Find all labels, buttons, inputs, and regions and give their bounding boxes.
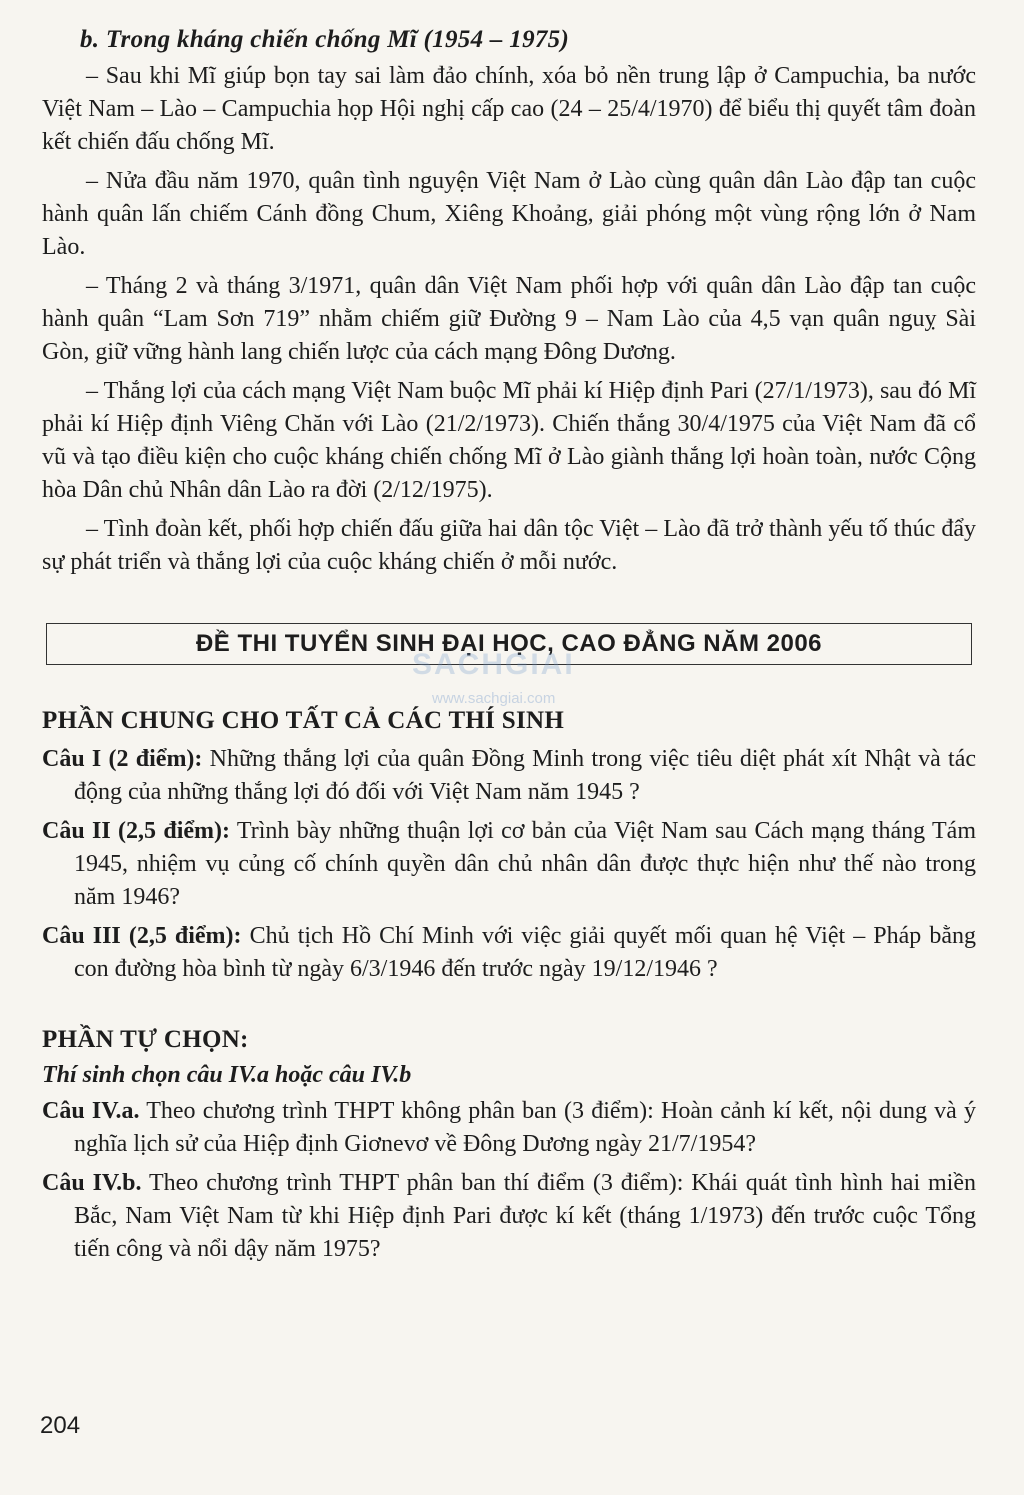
document-page: [42, 26, 976, 1272]
page-number: 204: [40, 1412, 81, 1439]
question-label: Câu II (2,5 điểm):: [42, 818, 231, 844]
question-text: Chủ tịch Hồ Chí Minh với việc giải quyết mối quan hệ Việt – Pháp bằng con đường hòa bình từ ngày 6/3/1946 đến trước ngày 19/12/1946 ?: [74, 923, 977, 982]
question: [42, 743, 976, 809]
question: [42, 815, 976, 914]
common-part-title: PHẦN CHUNG CHO TẤT CẢ CÁC THÍ SINH: [42, 707, 565, 734]
watermark-logo: SACHGIAI: [412, 648, 575, 681]
question-label: Câu I (2 điểm):: [42, 746, 203, 772]
paragraph: – Thắng lợi của cách mạng Việt Nam buộc Mĩ phải kí Hiệp định Pari (27/1/1973), sau đó Mĩ phải kí Hiệp định Viêng Chăn với Lào (21/2/1973). Chiến thắng 30/4/1975 của Việt Nam đã cổ vũ và tạo điều kiện cho cuộc kháng chiến chống Mĩ ở Lào giành thắng lợi hoàn toàn, nước Cộng hòa Dân chủ Nhân dân Lào ra đời (2/12/1975).: [42, 378, 976, 503]
exam-title: ĐỀ THI TUYỂN SINH ĐẠI HỌC, CAO ĐẲNG NĂM 2006: [195, 630, 823, 657]
question-label: Câu IV.a.: [42, 1098, 140, 1124]
elective-part-title: PHẦN TỰ CHỌN:: [42, 1026, 249, 1053]
section-b-heading: b. Trong kháng chiến chống Mĩ (1954 – 1975): [80, 26, 570, 53]
paragraph: – Nửa đầu năm 1970, quân tình nguyện Việt Nam ở Lào cùng quân dân Lào đập tan cuộc hành quân lấn chiếm Cánh đồng Chum, Xiêng Khoảng, giải phóng một vùng rộng lớn ở Nam Lào.: [42, 168, 976, 260]
question: [42, 920, 976, 986]
paragraph: – Sau khi Mĩ giúp bọn tay sai làm đảo chính, xóa bỏ nền trung lập ở Campuchia, ba nước Việt Nam – Lào – Campuchia họp Hội nghị cấp cao (24 – 25/4/1970) để biểu thị quyết tâm đoàn kết chiến đấu chống Mĩ.: [42, 63, 976, 155]
paragraph: – Tình đoàn kết, phối hợp chiến đấu giữa hai dân tộc Việt – Lào đã trở thành yếu tố thúc đẩy sự phát triển và thắng lợi của cuộc kháng chiến ở mỗi nước.: [42, 516, 976, 575]
question-text: Những thắng lợi của quân Đồng Minh trong việc tiêu diệt phát xít Nhật và tác động của những thắng lợi đó đối với Việt Nam năm 1945 ?: [74, 746, 977, 805]
question-label: Câu IV.b.: [42, 1170, 142, 1196]
elective-instruction: Thí sinh chọn câu IV.a hoặc câu IV.b: [42, 1062, 412, 1088]
question-text: Theo chương trình THPT phân ban thí điểm (3 điểm): Khái quát tình hình hai miền Bắc, Nam Việt Nam từ khi Hiệp định Pari được kí kết (tháng 1/1973) đến trước cuộc Tổng tiến công và nổi dậy năm 1975?: [74, 1170, 976, 1262]
question: [42, 1095, 976, 1161]
question-text: Trình bày những thuận lợi cơ bản của Việt Nam sau Cách mạng tháng Tám 1945, nhiệm vụ củng cố chính quyền dân chủ nhân dân được thực hiện như thế nào trong năm 1946?: [74, 818, 976, 910]
question: [42, 1167, 976, 1266]
question-label: Câu III (2,5 điểm):: [42, 923, 242, 949]
paragraph: – Tháng 2 và tháng 3/1971, quân dân Việt Nam phối hợp với quân dân Lào đập tan cuộc hành quân “Lam Sơn 719” nhằm chiếm giữ Đường 9 – Nam Lào của 4,5 vạn quân nguỵ Sài Gòn, giữ vững hành lang chiến lược của cách mạng Đông Dương.: [42, 273, 976, 365]
exam-title-box: [46, 623, 972, 707]
question-text: Theo chương trình THPT không phân ban (3 điểm): Hoàn cảnh kí kết, nội dung và ý nghĩa lịch sử của Hiệp định Giơnevơ về Đông Dương ngày 21/7/1954?: [74, 1098, 976, 1157]
watermark-url: www.sachgiai.com: [432, 690, 556, 707]
